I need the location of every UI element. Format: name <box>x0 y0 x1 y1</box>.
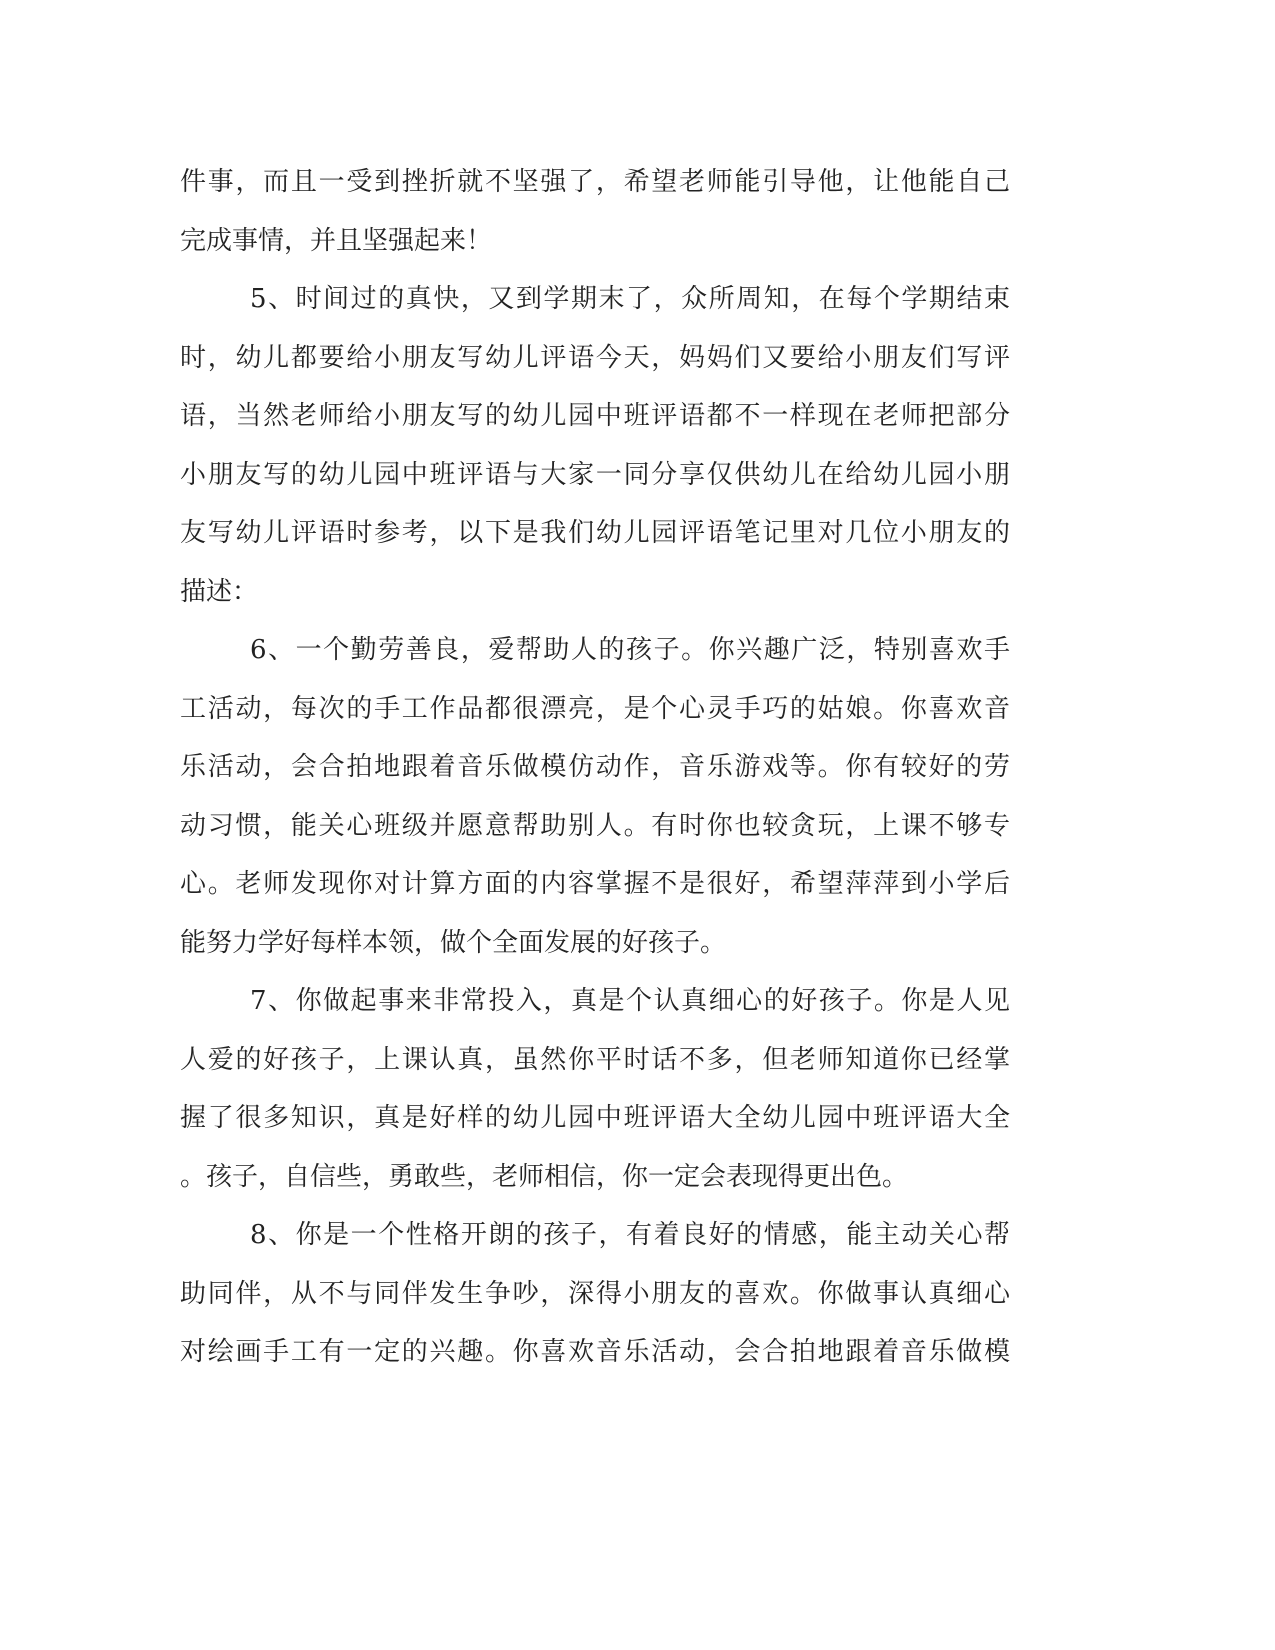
text-line: 握了很多知识，真是好样的幼儿园中班评语大全幼儿园中班评语大全 <box>180 1103 1010 1133</box>
paragraph-start-line: 8、你是一个性格开朗的孩子，有着良好的情感，能主动关心帮 <box>250 1220 1010 1250</box>
text-line: 件事，而且一受到挫折就不坚强了，希望老师能引导他，让他能自己 <box>180 167 1010 197</box>
text-line: 动习惯，能关心班级并愿意帮助别人。有时你也较贪玩，上课不够专 <box>180 810 1010 841</box>
text-line: 。孩子，自信些，勇敢些，老师相信，你一定会表现得更出色。 <box>180 1161 909 1192</box>
text-line: 小朋友写的幼儿园中班评语与大家一同分享仅供幼儿在给幼儿园小朋 <box>180 459 1010 490</box>
text-line: 乐活动，会合拍地跟着音乐做模仿动作，音乐游戏等。你有较好的劳 <box>180 752 1010 782</box>
document-body <box>180 153 1010 1382</box>
paragraph-start-line: 7、你做起事来非常投入，真是个认真细心的好孩子。你是人见 <box>250 986 1010 1016</box>
text-line: 心。老师发现你对计算方面的内容掌握不是很好，希望萍萍到小学后 <box>180 869 1010 899</box>
text-line: 对绘画手工有一定的兴趣。你喜欢音乐活动，会合拍地跟着音乐做模 <box>180 1337 1010 1367</box>
paragraph-start-line: 6、一个勤劳善良，爱帮助人的孩子。你兴趣广泛，特别喜欢手 <box>250 635 1010 665</box>
text-line: 工活动，每次的手工作品都很漂亮，是个心灵手巧的姑娘。你喜欢音 <box>180 693 1010 724</box>
paragraph-start-line: 5、时间过的真快，又到学期末了，众所周知，在每个学期结束 <box>250 284 1010 314</box>
text-line: 完成事情，并且坚强起来！ <box>180 225 493 256</box>
text-line: 语，当然老师给小朋友写的幼儿园中班评语都不一样现在老师把部分 <box>180 401 1010 431</box>
text-line: 助同伴，从不与同伴发生争吵，深得小朋友的喜欢。你做事认真细心 <box>180 1278 1010 1309</box>
text-line: 时，幼儿都要给小朋友写幼儿评语今天，妈妈们又要给小朋友们写评 <box>180 342 1010 373</box>
text-line: 能努力学好每样本领，做个全面发展的好孩子。 <box>180 927 727 958</box>
text-line: 友写幼儿评语时参考，以下是我们幼儿园评语笔记里对几位小朋友的 <box>180 518 1010 548</box>
text-line: 人爱的好孩子，上课认真，虽然你平时话不多，但老师知道你已经掌 <box>180 1044 1010 1075</box>
text-line: 描述： <box>180 576 259 607</box>
